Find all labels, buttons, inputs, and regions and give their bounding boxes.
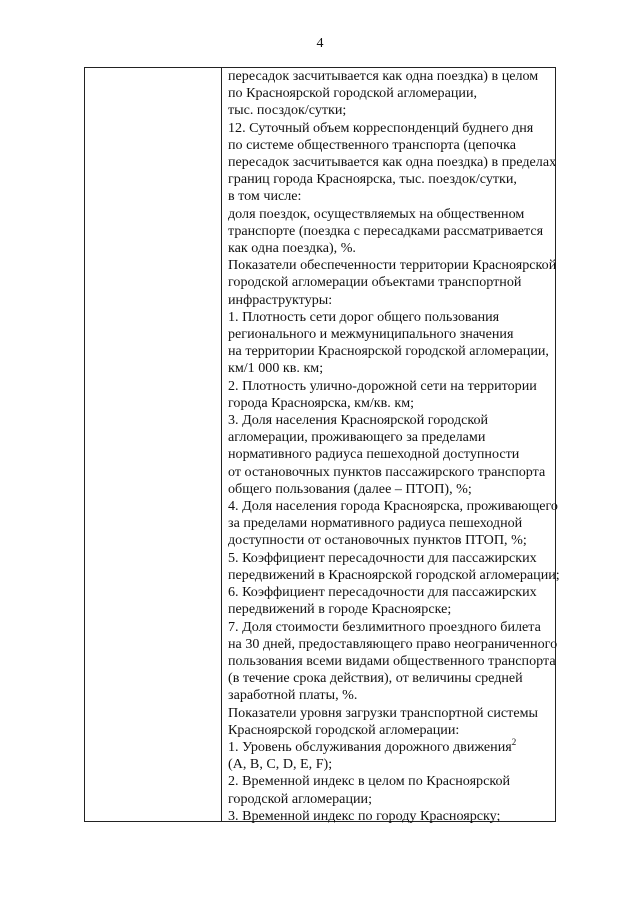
- text-line: 1. Плотность сети дорог общего пользования: [228, 308, 500, 325]
- indicator-cell: [228, 68, 560, 825]
- text-line: 2. Плотность улично-дорожной сети на территории: [228, 377, 537, 394]
- text-line: как одна поездка), %.: [228, 240, 356, 257]
- text-line: пользования всеми видами общественного транспорта: [228, 652, 556, 669]
- text-line: пересадок засчитывается как одна поездка) в пределах: [228, 154, 557, 171]
- text-line: передвижений в городе Красноярске;: [228, 601, 452, 618]
- text-line: города Красноярска, км/кв. км;: [228, 394, 415, 411]
- text-line: 1. Уровень обслуживания дорожного движения: [228, 738, 512, 755]
- text-line: Показатели обеспеченности территории Красноярской: [228, 257, 557, 274]
- text-line: городской агломерации объектами транспортной: [228, 274, 522, 291]
- text-line: доля поездок, осуществляемых на общественном: [228, 205, 525, 222]
- text-line: за пределами нормативного радиуса пешеходной: [228, 515, 523, 532]
- text-line: 3. Доля населения Красноярской городской: [228, 412, 489, 429]
- text-line: 5. Коэффициент пересадочности для пассажирских: [228, 549, 537, 566]
- text-line: инфраструктуры:: [228, 291, 333, 308]
- text-line: 6. Коэффициент пересадочности для пассажирских: [228, 584, 537, 601]
- text-line: общего пользования (далее – ПТОП), %;: [228, 480, 472, 497]
- text-line: регионального и межмуниципального значения: [228, 326, 514, 343]
- text-line: 12. Суточный объем корреспонденций буднего дня: [228, 119, 534, 136]
- text-line-with-footnote: [228, 736, 553, 756]
- text-line: агломерации, проживающего за пределами: [228, 429, 486, 446]
- indicators-table: [84, 67, 560, 824]
- footnote-marker: 2: [511, 736, 517, 747]
- text-line: Показатели уровня загрузки транспортной системы: [228, 704, 538, 721]
- text-line: в том числе:: [228, 188, 302, 205]
- column-divider: [221, 68, 222, 821]
- text-line: Красноярской городской агломерации:: [228, 721, 460, 738]
- text-line: (в течение срока действия), от величины средней: [228, 670, 523, 687]
- text-line: передвижений в Красноярской городской агломерации;: [228, 566, 560, 583]
- text-line: пересадок засчитывается как одна поездка) в целом: [228, 68, 539, 84]
- text-line: 2. Временной индекс в целом по Красноярской: [228, 773, 511, 790]
- text-line: 3. Временной индекс по городу Красноярску;: [228, 807, 501, 824]
- text-line: по Красноярской городской агломерации,: [228, 85, 478, 102]
- text-line: 4. Доля населения города Красноярска, проживающего: [228, 498, 558, 515]
- text-line: на территории Красноярской городской агломерации,: [228, 343, 549, 360]
- text-line: транспорте (поездка с пересадками рассматривается: [228, 222, 544, 239]
- text-line: по системе общественного транспорта (цепочка: [228, 136, 517, 153]
- page-number: 4: [316, 36, 324, 51]
- text-line: (A, B, C, D, E, F);: [228, 756, 333, 773]
- text-line: на 30 дней, предоставляющего право неограниченного: [228, 635, 558, 652]
- text-line: от остановочных пунктов пассажирского транспорта: [228, 463, 546, 480]
- text-line: заработной платы, %.: [228, 687, 358, 704]
- text-line: 7. Доля стоимости безлимитного проездного билета: [228, 618, 541, 635]
- text-line: тыс. посздок/сутки;: [228, 102, 347, 119]
- text-line: городской агломерации;: [228, 790, 372, 807]
- text-line: км/1 000 кв. км;: [228, 360, 324, 377]
- text-line: доступности от остановочных пунктов ПТОП, %;: [228, 532, 527, 549]
- text-line: границ города Красноярска, тыс. поездок/сутки,: [228, 171, 517, 188]
- text-line: нормативного радиуса пешеходной доступности: [228, 446, 520, 463]
